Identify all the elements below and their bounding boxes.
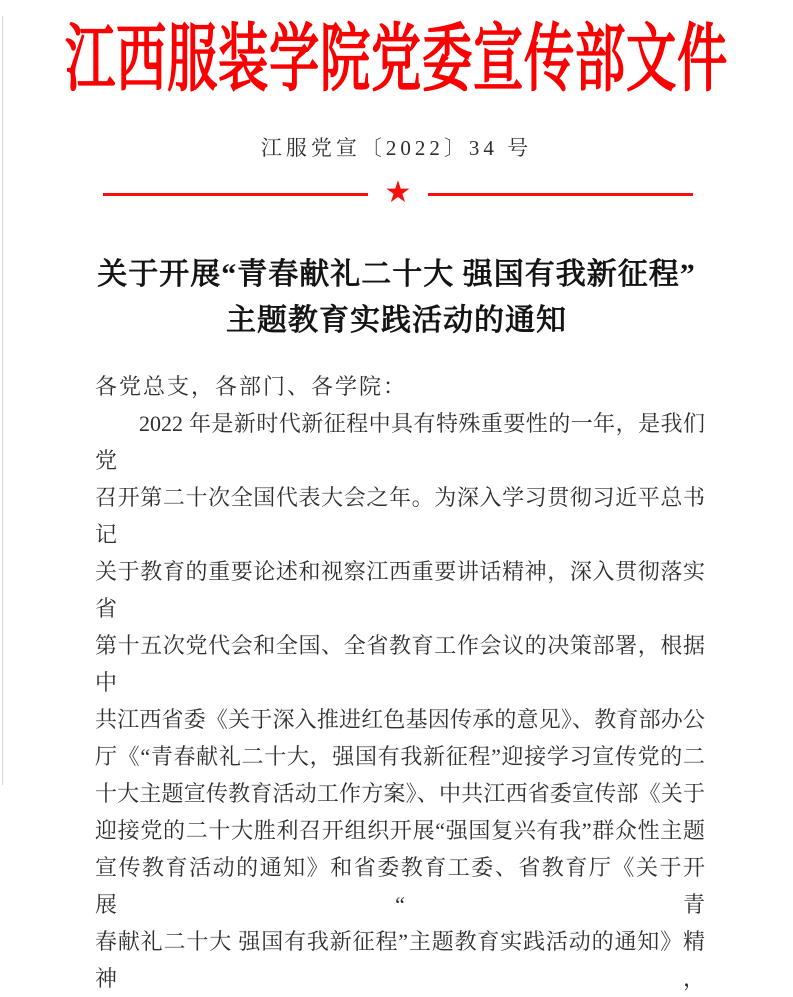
document-body <box>95 368 705 997</box>
divider-line-left <box>103 193 368 196</box>
paragraph-line: 厅《“青春献礼二十大，强国有我新征程”迎接学习宣传党的二 <box>95 744 705 769</box>
paragraph-line: 召开第二十次全国代表大会之年。为深入学习贯彻习近平总书记 <box>95 485 705 547</box>
document-page <box>0 16 793 991</box>
paragraph-line: 2022 年是新时代新征程中具有特殊重要性的一年，是我们党 <box>95 411 705 473</box>
title-line-2: 主题教育实践活动的通知 <box>226 304 567 337</box>
page-edge-shadow <box>2 16 3 785</box>
paragraph-line: 关于教育的重要论述和视察江西重要讲话精神，深入贯彻落实省 <box>95 559 705 621</box>
paragraph-line: 宣传教育活动的通知》和省委教育工委、省教育厅《关于开展“青 <box>95 855 705 917</box>
document-title <box>0 252 793 344</box>
star-icon: ★ <box>384 175 412 209</box>
paragraph <box>95 405 705 997</box>
paragraph-line: 第十五次党代会和全国、全省教育工作会议的决策部署，根据中 <box>95 633 705 695</box>
salutation: 各党总支，各部门、各学院： <box>95 374 408 399</box>
paragraph-line: 迎接党的二十大胜利召开组织开展“强国复兴有我”群众性主题 <box>95 818 705 843</box>
paragraph-line: 春献礼二十大 强国有我新征程”主题教育实践活动的通知》精神， <box>95 929 705 991</box>
masthead <box>0 16 793 106</box>
red-divider <box>103 175 693 210</box>
title-line-1: 关于开展“青春献礼二十大 强国有我新征程” <box>97 258 696 291</box>
paragraph-line: 十大主题宣传教育活动工作方案》、中共江西省委宣传部《关于 <box>95 781 705 806</box>
divider-line-right <box>428 193 693 196</box>
org-title: 江西服装学院党委宣传部文件 <box>65 19 728 102</box>
doc-number: 江服党宣〔2022〕34 号 <box>260 136 533 160</box>
paragraph-line: 共江西省委《关于深入推进红色基因传承的意见》、教育部办公 <box>95 707 705 732</box>
